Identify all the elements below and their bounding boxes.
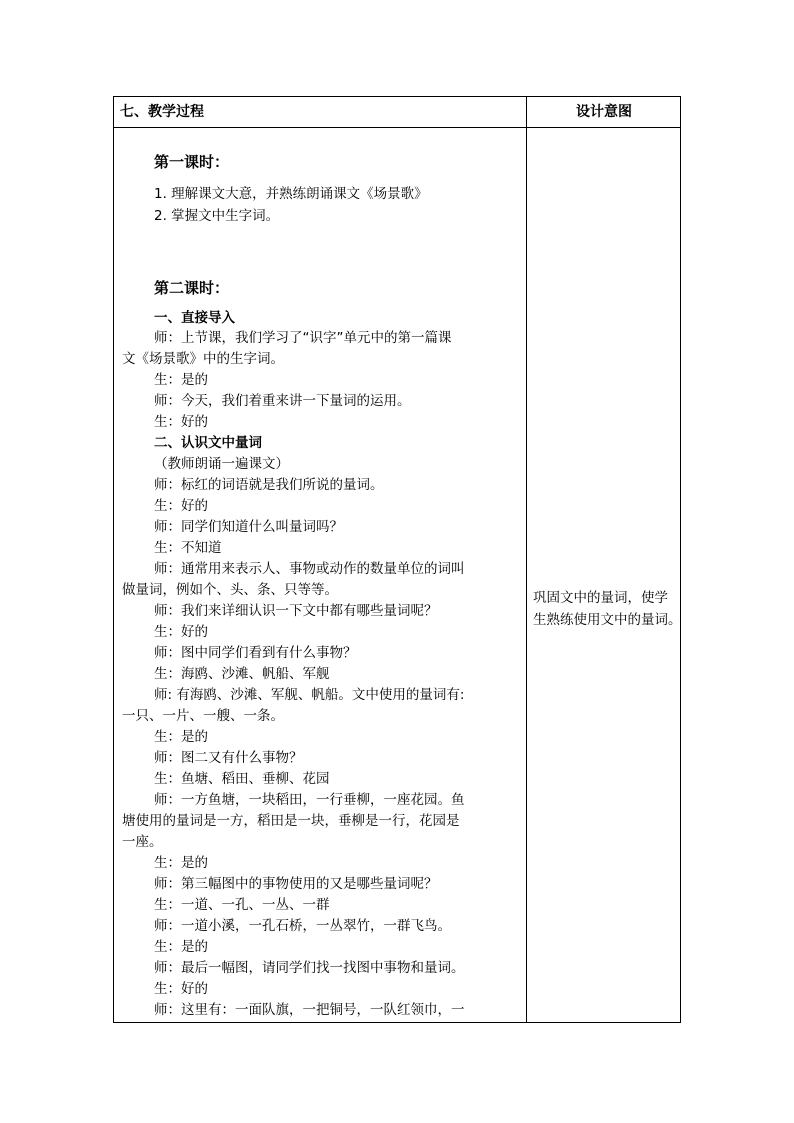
content-line: 生：好的 xyxy=(154,414,208,430)
content-line: 生：是的 xyxy=(154,939,208,955)
content-line: 塘使用的量词是一方，稻田是一块，垂柳是一行，花园是 xyxy=(122,813,460,829)
content-line: 师：同学们知道什么叫量词吗？ xyxy=(154,519,343,535)
content-line: 生：不知道 xyxy=(154,540,222,556)
design-intent-cell xyxy=(533,587,681,631)
content-line: 师：通常用来表示人、事物或动作的数量单位的词叫 xyxy=(154,561,465,577)
content-line: 师：今天，我们着重来讲一下量词的运用。 xyxy=(154,393,411,409)
content-line: 文《场景歌》中的生字词。 xyxy=(122,351,284,367)
header-design-intent: 设计意图 xyxy=(576,104,632,120)
content-line: 生：一道、一孔、一丛、一群 xyxy=(154,897,330,913)
content-line: 师：标红的词语就是我们所说的量词。 xyxy=(154,477,384,493)
content-line: 生：好的 xyxy=(154,624,208,640)
content-line: （教师朗诵一遍课文） xyxy=(154,456,289,472)
header-teaching-process: 七、教学过程 xyxy=(120,104,204,120)
content-line: 师：第三幅图中的事物使用的又是哪些量词呢？ xyxy=(154,876,438,892)
content-line: 师：这里有：一面队旗，一把铜号，一队红领巾，一 xyxy=(154,1002,465,1018)
content-line: 一、直接导入 xyxy=(154,310,235,326)
table-header-row xyxy=(114,97,680,128)
content-line: 生：是的 xyxy=(154,729,208,745)
content-line: 生：好的 xyxy=(154,498,208,514)
content-line: 师：上节课，我们学习了“识字”单元中的第一篇课 xyxy=(154,330,452,346)
content-line: 一只、一片、一艘、一条。 xyxy=(122,708,284,724)
design-intent-line: 生熟练使用文中的量词。 xyxy=(533,612,682,628)
content-line: 生：海鸥、沙滩、帆船、军舰 xyxy=(154,666,330,682)
content-line: 师：一道小溪，一孔石桥，一丛翠竹，一群飞鸟。 xyxy=(154,918,451,934)
content-line: 生：是的 xyxy=(154,372,208,388)
content-line: 生：鱼塘、稻田、垂柳、花园 xyxy=(154,771,330,787)
content-line: 1. 理解课文大意，并熟练朗诵课文《场景歌》 xyxy=(154,186,428,202)
column-divider xyxy=(526,97,527,1022)
content-line: 师：图中同学们看到有什么事物？ xyxy=(154,645,357,661)
content-line: 师：图二又有什么事物？ xyxy=(154,750,303,766)
content-line: 生：是的 xyxy=(154,855,208,871)
lesson-table xyxy=(113,96,681,1023)
content-line: 第一课时： xyxy=(154,153,230,171)
content-line: 一座。 xyxy=(122,834,163,850)
content-line: 师：我们来详细认识一下文中都有哪些量词呢？ xyxy=(154,603,438,619)
content-line: 二、认识文中量词 xyxy=(154,435,262,451)
design-intent-line: 巩固文中的量词，使学 xyxy=(533,590,668,606)
content-line: 2. 掌握文中生字词。 xyxy=(154,208,280,224)
content-line: 第二课时： xyxy=(154,279,230,297)
content-line: 师: 有海鸥、沙滩、军舰、帆船。文中使用的量词有: xyxy=(154,687,465,703)
content-line: 师：一方鱼塘，一块稻田，一行垂柳，一座花园。鱼 xyxy=(154,792,465,808)
content-line: 师：最后一幅图，请同学们找一找图中事物和量词。 xyxy=(154,960,465,976)
content-line: 做量词，例如个、头、条、只等等。 xyxy=(122,582,338,598)
content-line: 生：好的 xyxy=(154,981,208,997)
